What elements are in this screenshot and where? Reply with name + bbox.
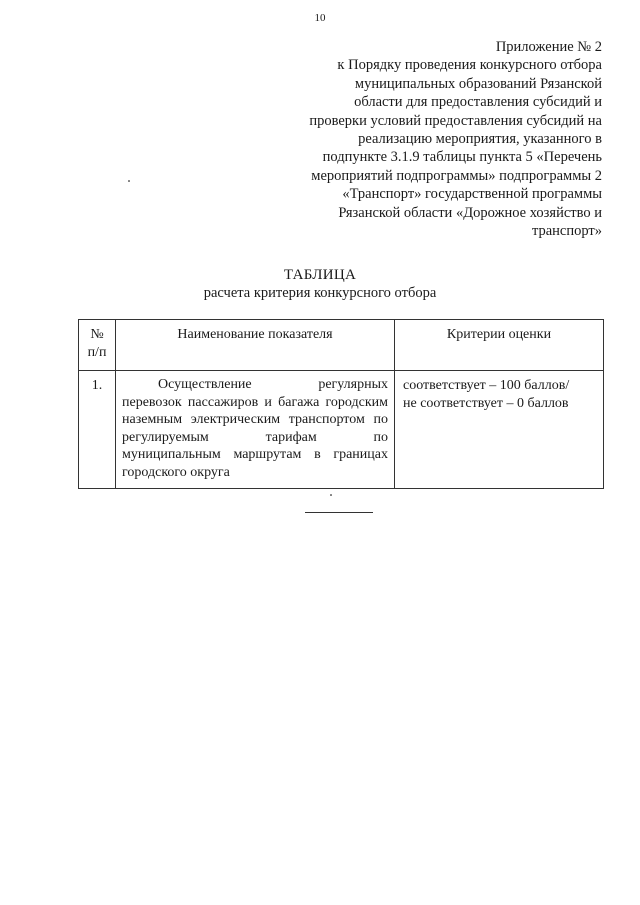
appendix-line: к Порядку проведения конкурсного отбора (337, 57, 602, 74)
appendix-line: Рязанской области «Дорожное хозяйство и (338, 204, 602, 221)
page-number: 10 (314, 12, 326, 24)
header-indicator-name: Наименование показателя (116, 320, 395, 371)
appendix-line: транспорт» (531, 223, 602, 240)
indicator-name (116, 371, 395, 489)
appendix-line: области для предоставления субсидий и (354, 94, 602, 111)
indicator-line: муниципальным маршрутам в границах (122, 447, 388, 463)
criteria-line: соответствует – 100 баллов/ (403, 378, 570, 393)
appendix-line: проверки условий предоставления субсидий на (309, 112, 602, 129)
table-header-row (79, 320, 604, 371)
appendix-line: мероприятий подпрограммы» подпрограммы 2 (311, 167, 602, 184)
appendix-line: реализацию мероприятия, указанного в (358, 131, 602, 148)
criteria-value (395, 371, 604, 489)
indicator-line: городского округа (122, 464, 230, 480)
indicator-line: регулируемым тарифам по (122, 429, 388, 445)
header-number (79, 320, 116, 371)
appendix-line: муниципальных образований Рязанской (354, 75, 602, 92)
indicator-line: перевозок пассажиров и багажа городским (122, 394, 388, 410)
appendix-line: подпункте 3.1.9 таблицы пункта 5 «Перечень (322, 149, 602, 166)
document-subtitle: расчета критерия конкурсного отбора (203, 285, 437, 301)
document-title: ТАБЛИЦА (283, 267, 357, 283)
scan-speck (330, 494, 332, 496)
criteria-table (78, 319, 604, 489)
appendix-header (282, 38, 602, 240)
header-criteria: Критерии оценки (395, 320, 604, 371)
appendix-line: «Транспорт» государственной программы (342, 186, 602, 203)
table-heading (0, 266, 640, 302)
header-number-abbr: п/п (87, 344, 107, 360)
criteria-line: не соответствует – 0 баллов (403, 395, 569, 411)
table-row (79, 371, 604, 489)
scan-speck (128, 180, 130, 182)
appendix-line: Приложение № 2 (495, 39, 602, 55)
end-divider (305, 512, 373, 513)
indicator-line: Осуществление регулярных (158, 377, 388, 392)
header-number-sign: № (90, 327, 104, 342)
indicator-line: наземным электрическим транспортом по (122, 412, 388, 428)
row-number: 1. (79, 371, 116, 489)
